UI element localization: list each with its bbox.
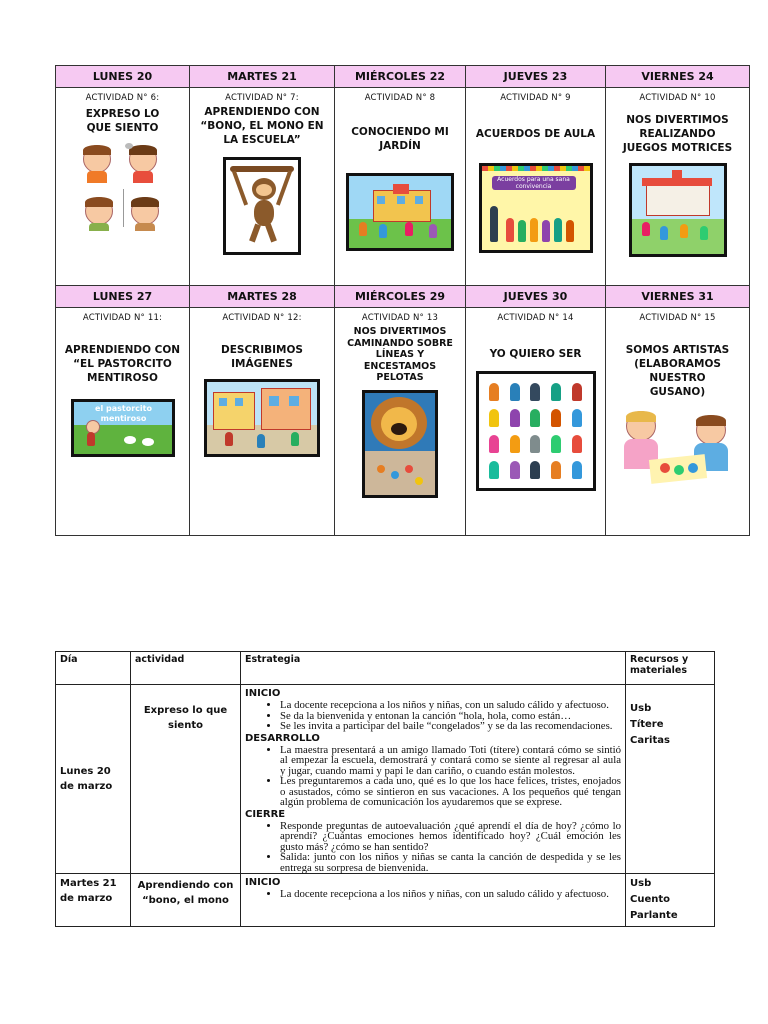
phase-label: CIERRE [245, 808, 286, 820]
table-row [56, 685, 715, 874]
poster-text: Acuerdos para una sana convivencia [492, 176, 576, 190]
desarrollo-list [245, 745, 621, 808]
monkey-icon [223, 157, 301, 255]
kids-painting-icon [620, 407, 736, 487]
day-header: MIÉRCOLES 22 [335, 66, 466, 88]
day-header: VIERNES 24 [606, 66, 750, 88]
list-item: • Les preguntaremos a cada uno, qué es lo que los hace felices, tristes, enojados o asustados, cómo se sintieron en sus vacaciones. A los pequeños qué tengan algún problema de comunicación los ayudaremos que se exprese. [280, 776, 621, 808]
inicio-list [245, 889, 621, 900]
activity-title: YO QUIERO SER [489, 348, 582, 360]
inicio-list [245, 700, 621, 732]
activity-cell [335, 308, 466, 536]
resources-cell [626, 874, 715, 927]
day-header: LUNES 20 [56, 66, 190, 88]
activity-number: ACTIVIDAD N° 7: [225, 93, 299, 103]
day-cell: Martes 21 de marzo [56, 874, 131, 927]
activity-cell [606, 88, 750, 286]
phase-label: DESARROLLO [245, 732, 320, 744]
activity-number: ACTIVIDAD N° 13 [361, 313, 439, 323]
activity-cell: Expreso lo que siento [131, 685, 241, 874]
activity-title: APRENDIENDO CON “BONO, EL MONO EN LA ESCUELA” [200, 106, 324, 146]
phase-label: INICIO [245, 877, 281, 888]
activity-cell: Aprendiendo con “bono, el mono [131, 874, 241, 927]
week2-activity-row [56, 308, 750, 536]
emotion-faces-icon [81, 141, 165, 233]
resource-item: Usb [630, 703, 652, 714]
activity-cell [606, 308, 750, 536]
list-item: • Se les invita a participar del baile “congelados” y se da las recomendaciones. [280, 721, 621, 732]
activity-cell [190, 308, 335, 536]
activity-title: CONOCIENDO MI JARDÍN [351, 126, 449, 152]
table-row [56, 874, 715, 927]
week1-header-row [56, 66, 750, 88]
list-item: • La docente recepciona a los niños y niñas, con un saludo cálido y afectuoso. [280, 700, 621, 711]
day-cell: Lunes 20 de marzo [56, 685, 131, 874]
day-header: MARTES 28 [190, 286, 335, 308]
activity-number: ACTIVIDAD N° 8 [364, 93, 436, 103]
cierre-list [245, 821, 621, 874]
school-garden-icon [346, 173, 454, 251]
activity-cell [335, 88, 466, 286]
activity-title: ACUERDOS DE AULA [475, 128, 596, 140]
activity-number: ACTIVIDAD N° 12: [222, 313, 302, 323]
weekly-calendar [55, 65, 750, 536]
activity-cell [56, 308, 190, 536]
activity-number: ACTIVIDAD N° 11: [82, 313, 163, 323]
strategy-cell [241, 874, 626, 927]
activity-number: ACTIVIDAD N° 15 [639, 313, 716, 323]
week1-activity-row [56, 88, 750, 286]
activity-cell [466, 308, 606, 536]
list-item: • La docente recepciona a los niños y niñas, con un saludo cálido y afectuoso. [280, 889, 621, 900]
poster-text: el pastorcito mentiroso [95, 404, 152, 423]
activity-number: ACTIVIDAD N° 9 [500, 93, 571, 103]
phase-label: INICIO [245, 688, 281, 699]
shepherd-boy-icon [71, 399, 175, 457]
activity-title: SOMOS ARTISTAS (ELABORAMOS NUESTRO GUSANO) [625, 344, 730, 398]
col-header-resources: Recursos y materiales [626, 652, 715, 685]
activity-title: DESCRIBIMOS IMÁGENES [221, 344, 303, 370]
activity-cell [190, 88, 335, 286]
town-scene-icon [204, 379, 320, 457]
resource-item: Caritas [630, 735, 670, 746]
list-item: • Se da la bienvenida y entonan la canción “hola, hola, como están… [280, 711, 621, 722]
activity-title: NOS DIVERTIMOS CAMINANDO SOBRE LÍNEAS Y ENCESTAMOS PELOTAS [347, 326, 453, 383]
week2-header-row [56, 286, 750, 308]
list-item: • La maestra presentará a un amigo llamado Toti (títere) contará cómo se sintió al empezar la escuela, demostrará y contará como se siente al regresar al aula y jugar, cuando mami y papi le dan cariño, o cuando están molestos. [280, 745, 621, 777]
day-header: VIERNES 31 [606, 286, 750, 308]
resource-item: Usb [630, 878, 652, 889]
activity-cell [466, 88, 606, 286]
activity-number: ACTIVIDAD N° 14 [497, 313, 574, 323]
list-item: • Salida: junto con los niños y niñas se canta la canción de despedida y se les entrega su sorpresa de bienvenida. [280, 852, 621, 873]
day-header: JUEVES 23 [466, 66, 606, 88]
day-header: JUEVES 30 [466, 286, 606, 308]
day-header: MARTES 21 [190, 66, 335, 88]
activity-number: ACTIVIDAD N° 6: [85, 93, 160, 103]
col-header-strategy: Estrategia [241, 652, 626, 685]
activity-title: APRENDIENDO CON “EL PASTORCITO MENTIROSO [64, 344, 181, 384]
col-header-activity: actividad [131, 652, 241, 685]
lion-ball-toss-icon [362, 390, 438, 498]
professions-icon [476, 371, 596, 491]
resource-item: Parlante [630, 910, 678, 921]
playground-icon [629, 163, 727, 257]
activity-title: NOS DIVERTIMOS REALIZANDO JUEGOS MOTRICES [622, 114, 733, 154]
activity-title: EXPRESO LO QUE SIENTO [85, 108, 160, 134]
activity-cell [56, 88, 190, 286]
list-item: • Responde preguntas de autoevaluación ¿qué aprendí el día de hoy? ¿cómo lo aprendí? ¿Cuántas emociones hemos identificado hoy? ¿Cuál emoción les gusto más? ¿cómo se han sentido? [280, 821, 621, 853]
detail-header-row [56, 652, 715, 685]
classroom-rules-icon [479, 163, 593, 253]
activity-detail-table [55, 651, 715, 927]
day-header: MIÉRCOLES 29 [335, 286, 466, 308]
strategy-cell [241, 685, 626, 874]
day-header: LUNES 27 [56, 286, 190, 308]
col-header-day: Día [56, 652, 131, 685]
activity-number: ACTIVIDAD N° 10 [639, 93, 716, 103]
resources-cell [626, 685, 715, 874]
resource-item: Títere [630, 719, 664, 730]
resource-item: Cuento [630, 894, 671, 905]
